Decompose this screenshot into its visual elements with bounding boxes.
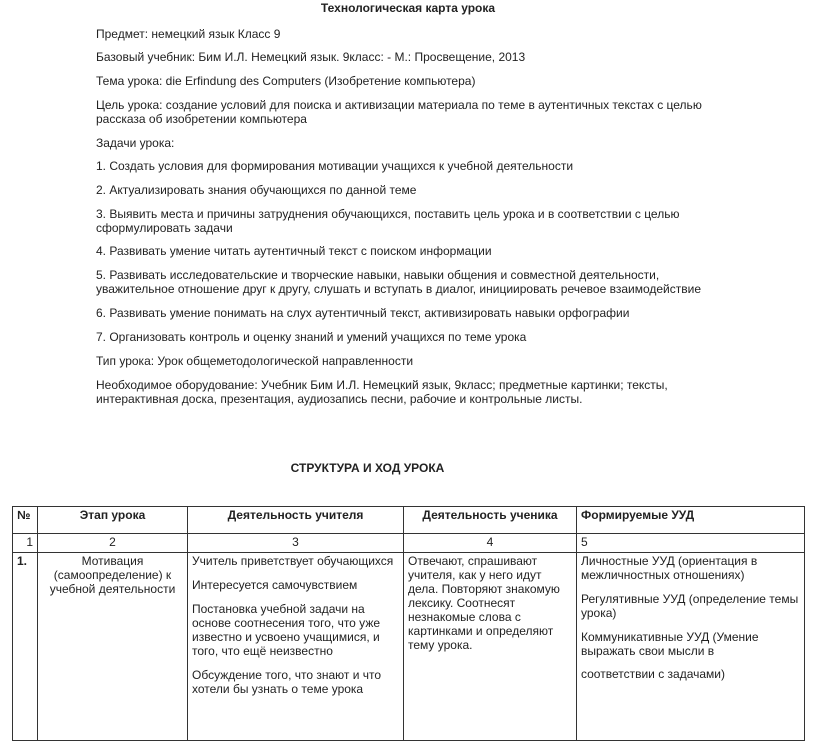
teacher-activity-item: Интересуется самочувствием [192,578,358,592]
task-line: уважительное отношение друг к другу, слушать и вступать в диалог, инициировать речевое взаимодействие [96,282,702,296]
column-number-cell: 2 [38,534,188,553]
table-header-row [13,507,805,534]
task-line: 3. Выявить места и причины затруднения обучающихся, поставить цель урока и в соответствии с целью [96,207,680,221]
column-number-cell: 3 [188,534,404,553]
task-line: сформулировать задачи [96,221,233,235]
equipment-line-1: Необходимое оборудование: Учебник Бим И.Л. Немецкий язык, 9класс; предметные картинки; тексты, [96,378,668,392]
column-number-cell: 5 [577,534,805,553]
task-line: 5. Развивать исследовательские и творческие навыки, навыки общения и совместной деятельности, [96,268,660,282]
tasks-heading: Задачи урока: [96,136,175,150]
header-student-activity: Деятельность ученика [404,507,577,534]
topic-line: Тема урока: die Erfindung des Computers (Изобретение компьютера) [96,74,476,88]
task-item: 7. Организовать контроль и оценку знаний и умений учащихся по теме урока [96,330,527,344]
task-item: 1. Создать условия для формирования мотивации учащихся к учебной деятельности [96,159,574,173]
header-number: № [13,507,38,534]
teacher-activity-item: Учитель приветствует обучающихся [192,554,394,568]
document-title: Технологическая карта урока [320,1,496,15]
column-number-cell: 1 [13,534,38,553]
row-number: 1. [13,553,38,741]
column-number-cell: 4 [404,534,577,553]
lesson-type-line: Тип урока: Урок общеметодологической направленности [96,354,414,368]
equipment-paragraph [96,378,716,406]
uud-cell [577,553,805,741]
task-item: 2. Актуализировать знания обучающихся по данной теме [96,183,417,197]
lesson-structure-table [12,506,805,741]
uud-item: Коммуникативные УУД (Умение выражать свои мысли в [581,630,759,658]
task-item: 4. Развивать умение читать аутентичный текст с поиском информации [96,244,492,258]
student-activity-cell: Отвечают, спрашивают учителя, как у него идут дела. Повторяют знакомую лексику. Соотнесят незнакомые слова с картинками и определяют тему урока. [404,553,577,741]
task-item [96,207,716,235]
task-item [96,268,716,296]
uud-item: Личностные УУД (ориентация в межличностных отношениях) [581,554,758,582]
task-item: 6. Развивать умение понимать на слух аутентичный текст, активизировать навыки орфографии [96,306,630,320]
goal-paragraph [96,98,716,126]
textbook-line: Базовый учебник: Бим И.Л. Немецкий язык. 9класс: - М.: Просвещение, 2013 [96,50,526,64]
equipment-line-2: интерактивная доска, презентация, аудиозапись песни, рабочие и контрольные листы. [96,392,583,406]
goal-line-2: рассказа об изобретении компьютера [96,112,307,126]
teacher-activity-item: Постановка учебной задачи на основе соотнесения того, что уже известно и усвоено учащимися, и того, что ещё неизвестно [192,602,381,658]
header-uud: Формируемые УУД [577,507,805,534]
teacher-activity-cell [188,553,404,741]
uud-item: соответствии с задачами) [581,667,725,681]
teacher-activity-item: Обсуждение того, что знают и что хотели бы узнать о теме урока [192,668,382,696]
structure-title: СТРУКТУРА И ХОД УРОКА [290,461,445,475]
header-teacher-activity: Деятельность учителя [188,507,404,534]
table-numbers-row [13,534,805,553]
subject-line: Предмет: немецкий язык Класс 9 [96,27,281,41]
header-stage: Этап урока [38,507,188,534]
uud-item: Регулятивные УУД (определение темы урока) [581,592,799,620]
stage-cell: Мотивация (самоопределение) к учебной деятельности [38,553,188,741]
table-row [13,553,805,741]
goal-line-1: Цель урока: создание условий для поиска и активизации материала по теме в аутентичных текстах с целью [96,98,702,112]
